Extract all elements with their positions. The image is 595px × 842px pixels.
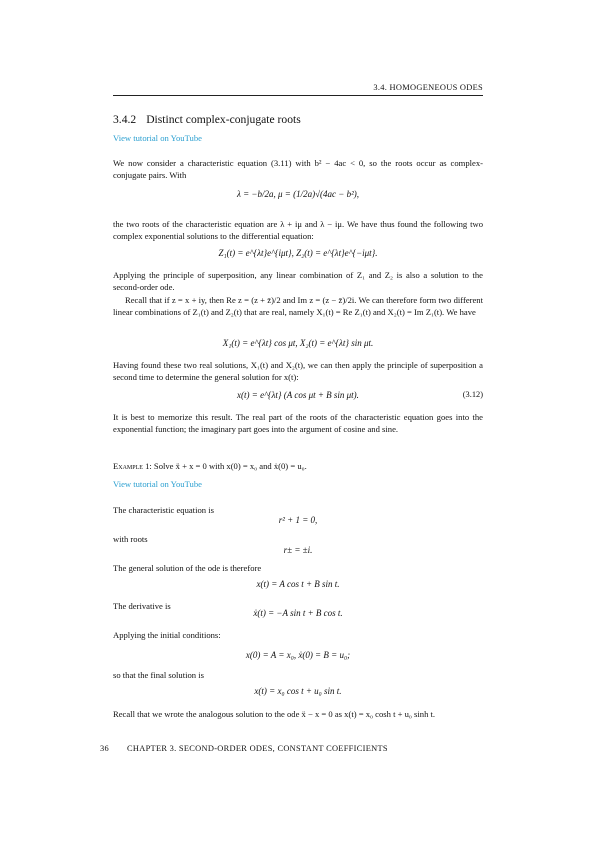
page-footer [100,744,388,753]
paragraph-recall: Recall that if z = x + iy, then Re z = (z + z̄)/2 and Im z = (z − z̄)/2i. We can therefore form two different linear combinations of Z₁(t) and Z₂(t) that are real, namely X₁(t) = Re Z₁(t) and X₂(t) = Im Z₁(t). We have [113,295,483,318]
running-head: 3.4. HOMOGENEOUS ODES [373,83,483,92]
page [100,0,483,842]
equation-general-solution [113,390,483,400]
equation-characteristic: r² + 1 = 0, [278,515,318,525]
paragraph-initial-conditions: Applying the initial conditions: [113,630,221,640]
equation-number: (3.12) [462,390,483,399]
paragraph-superposition: Applying the principle of superposition, any linear combination of Z₁ and Z₂ is also a solution to the second-order ode. [113,270,483,293]
example-label: Example 1: [113,461,152,471]
paragraph-general-ode: The general solution of the ode is therefore [113,563,262,573]
equation-lambda-mu: λ = −b/2a, μ = (1/2a)√(4ac − b²), [236,189,360,199]
paragraph-general: Having found these two real solutions, X₁(t) and X₂(t), we can then apply the principle of superposition a second time to determine the general solution for x(t): [113,360,483,383]
paragraph-analogous: Recall that we wrote the analogous solution to the ode ẍ − x = 0 as x(t) = x₀ cosh t + u₀ sinh t. [113,709,436,719]
paragraph-derivative: The derivative is [113,601,171,611]
example-heading [113,460,483,472]
paragraph-roots: the two roots of the characteristic equation are λ + iμ and λ − iμ. We have thus found the following two complex exponential solutions to the differential equation: [113,219,483,242]
paragraph-char-eq: The characteristic equation is [113,505,214,515]
paragraph-final: so that the final solution is [113,670,204,680]
section-number: 3.4.2 [113,113,137,126]
equation-general-solution-text: x(t) = e^{λt} (A cos μt + B sin μt). [237,390,359,400]
equation-derivative: ẋ(t) = −A sin t + B cos t. [253,608,343,618]
page-number: 36 [100,744,109,753]
header-rule [113,95,483,96]
youtube-tutorial-link-2[interactable]: View tutorial on YouTube [113,479,202,489]
paragraph-intro: We now consider a characteristic equation (3.11) with b² − 4ac < 0, so the roots occur as complex-conjugate pairs. With [113,158,483,181]
paragraph-memorize: It is best to memorize this result. The real part of the roots of the characteristic equation goes into the exponential function; the imaginary part goes into the argument of cosine and sine. [113,412,483,435]
youtube-tutorial-link[interactable]: View tutorial on YouTube [113,133,202,143]
equation-roots: r± = ±i. [283,545,313,555]
example-text: Solve ẍ + x = 0 with x(0) = x₀ and ẋ(0) = u₀. [153,461,307,471]
section-title-text: Distinct complex-conjugate roots [146,113,301,126]
equation-real-solutions: X₁(t) = e^{λt} cos μt, X₂(t) = e^{λt} sin μt. [222,338,374,348]
equation-initial-conditions: x(0) = A = x₀, ẋ(0) = B = u₀; [245,650,351,660]
chapter-footer: CHAPTER 3. SECOND-ORDER ODES, CONSTANT COEFFICIENTS [126,744,388,753]
equation-final-solution: x(t) = x₀ cos t + u₀ sin t. [254,686,342,696]
equation-complex-solutions: Z₁(t) = e^{λt}e^{iμt}, Z₂(t) = e^{λt}e^{−iμt}. [218,248,378,258]
equation-solution: x(t) = A cos t + B sin t. [256,579,340,589]
paragraph-with-roots: with roots [113,534,148,544]
section-title [113,113,301,126]
